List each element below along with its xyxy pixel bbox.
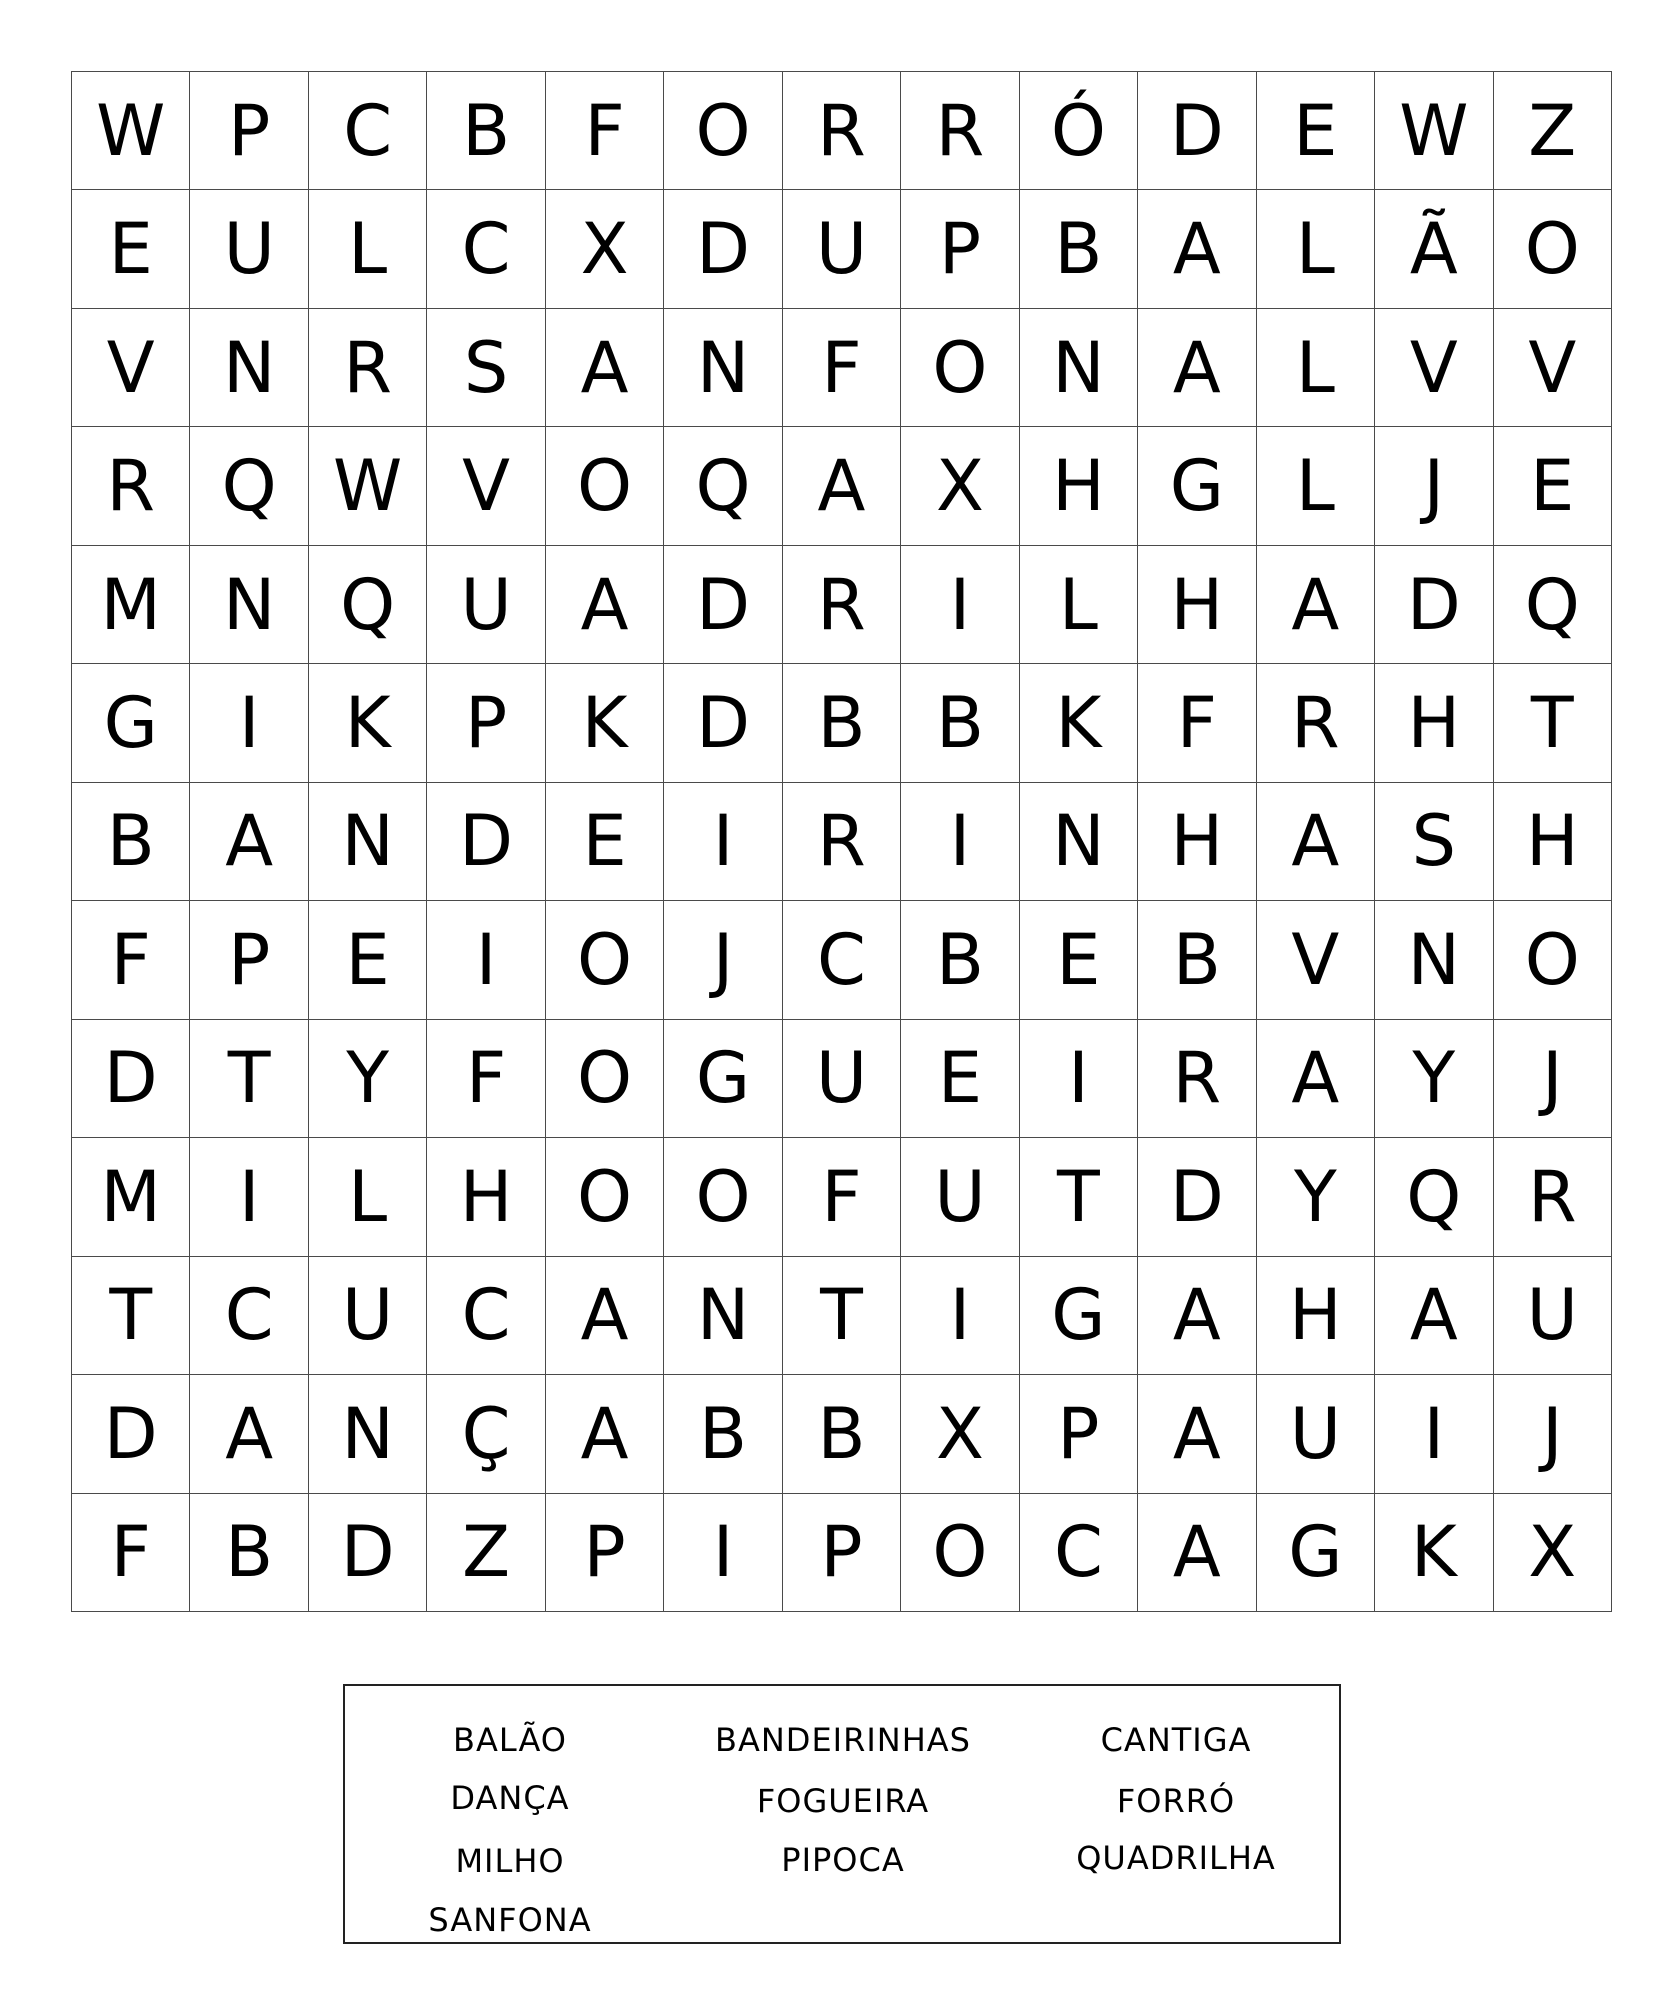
grid-cell[interactable]: V [1257,901,1375,1019]
grid-cell[interactable]: P [190,901,308,1019]
grid-cell[interactable]: R [1138,1020,1256,1138]
grid-cell[interactable]: O [546,1138,664,1256]
grid-cell[interactable]: G [1020,1257,1138,1375]
grid-cell[interactable]: A [1138,1375,1256,1493]
grid-cell[interactable]: C [427,190,545,308]
grid-cell[interactable]: V [72,309,190,427]
grid-cell[interactable]: P [1020,1375,1138,1493]
grid-cell[interactable]: P [546,1494,664,1612]
word-bank-item: MILHO [455,1842,565,1880]
word-bank-item: CANTIGA [1100,1721,1252,1759]
grid-cell[interactable]: L [1257,190,1375,308]
grid-cell[interactable]: W [309,427,427,545]
grid-cell[interactable]: A [546,1375,664,1493]
grid-cell[interactable]: H [1020,427,1138,545]
grid-cell[interactable]: O [546,427,664,545]
grid-cell[interactable]: Y [309,1020,427,1138]
grid-cell[interactable]: T [1020,1138,1138,1256]
grid-cell[interactable]: B [72,783,190,901]
grid-cell[interactable]: U [901,1138,1019,1256]
grid-cell[interactable]: A [1138,309,1256,427]
grid-cell[interactable]: P [190,72,308,190]
grid-cell[interactable]: W [72,72,190,190]
word-bank-item: FOGUEIRA [756,1782,930,1820]
grid-cell[interactable]: R [783,783,901,901]
grid-cell[interactable]: H [1138,783,1256,901]
grid-cell[interactable]: Y [1375,1020,1493,1138]
grid-cell[interactable]: K [309,664,427,782]
grid-cell[interactable]: F [427,1020,545,1138]
grid-cell[interactable]: X [1494,1494,1612,1612]
grid-cell[interactable]: D [664,190,782,308]
grid-cell[interactable]: P [783,1494,901,1612]
grid-cell[interactable]: T [190,1020,308,1138]
grid-cell[interactable]: D [72,1375,190,1493]
grid-cell[interactable]: O [664,72,782,190]
grid-cell[interactable]: T [1494,664,1612,782]
grid-cell[interactable]: E [546,783,664,901]
grid-cell[interactable]: I [190,664,308,782]
grid-cell[interactable]: I [664,1494,782,1612]
grid-cell[interactable]: L [1257,309,1375,427]
grid-cell[interactable]: C [427,1257,545,1375]
grid-cell[interactable]: L [309,1138,427,1256]
grid-cell[interactable]: O [901,309,1019,427]
grid-cell[interactable]: U [783,1020,901,1138]
grid-cell[interactable]: V [1375,309,1493,427]
grid-cell[interactable]: N [190,546,308,664]
grid-cell[interactable]: S [427,309,545,427]
grid-cell[interactable]: X [901,427,1019,545]
grid-cell[interactable]: X [546,190,664,308]
grid-cell[interactable]: B [783,664,901,782]
grid-cell[interactable]: B [190,1494,308,1612]
grid-cell[interactable]: U [1257,1375,1375,1493]
grid-cell[interactable]: D [1138,1138,1256,1256]
grid-cell[interactable]: A [783,427,901,545]
grid-cell[interactable]: N [309,1375,427,1493]
grid-cell[interactable]: K [1020,664,1138,782]
grid-cell[interactable]: Z [1494,72,1612,190]
grid-cell[interactable]: I [190,1138,308,1256]
grid-cell[interactable]: F [783,309,901,427]
grid-cell[interactable]: H [1257,1257,1375,1375]
grid-cell[interactable]: N [309,783,427,901]
grid-cell[interactable]: Y [1257,1138,1375,1256]
grid-cell[interactable]: J [1494,1375,1612,1493]
grid-cell[interactable]: U [190,190,308,308]
grid-cell[interactable]: A [1138,1494,1256,1612]
grid-cell[interactable]: R [901,72,1019,190]
grid-cell[interactable]: H [1494,783,1612,901]
grid-cell[interactable]: G [1138,427,1256,545]
grid-cell[interactable]: D [664,664,782,782]
grid-cell[interactable]: D [72,1020,190,1138]
word-search-grid [71,71,1612,1612]
grid-cell[interactable]: H [1138,546,1256,664]
grid-cell[interactable]: I [427,901,545,1019]
grid-cell[interactable]: I [901,546,1019,664]
grid-cell[interactable]: Q [1375,1138,1493,1256]
grid-cell[interactable]: N [1375,901,1493,1019]
grid-cell[interactable]: B [901,901,1019,1019]
grid-cell[interactable]: U [309,1257,427,1375]
grid-cell[interactable]: A [546,546,664,664]
grid-cell[interactable]: A [546,1257,664,1375]
grid-cell[interactable]: D [309,1494,427,1612]
grid-cell[interactable]: P [427,664,545,782]
grid-cell[interactable]: B [783,1375,901,1493]
grid-cell[interactable]: M [72,1138,190,1256]
grid-cell[interactable]: M [72,546,190,664]
grid-cell[interactable]: A [1138,190,1256,308]
grid-cell[interactable]: A [1257,783,1375,901]
grid-cell[interactable]: R [72,427,190,545]
grid-cell[interactable]: Ã [1375,190,1493,308]
grid-cell[interactable]: F [72,901,190,1019]
grid-cell[interactable]: K [546,664,664,782]
word-bank-item: BALÃO [453,1721,567,1759]
grid-cell[interactable]: Q [1494,546,1612,664]
word-bank-item: DANÇA [450,1779,570,1817]
grid-cell[interactable]: N [1020,309,1138,427]
grid-cell[interactable]: C [783,901,901,1019]
grid-cell[interactable]: F [72,1494,190,1612]
grid-cell[interactable]: O [1494,190,1612,308]
grid-cell[interactable]: A [546,309,664,427]
grid-cell[interactable]: G [1257,1494,1375,1612]
grid-cell[interactable]: W [1375,72,1493,190]
word-bank [343,1684,1341,1944]
grid-cell[interactable]: S [1375,783,1493,901]
grid-cell[interactable]: Z [427,1494,545,1612]
grid-cell[interactable]: A [1375,1257,1493,1375]
grid-cell[interactable]: K [1375,1494,1493,1612]
grid-cell[interactable]: R [783,546,901,664]
grid-cell[interactable]: F [546,72,664,190]
grid-cell[interactable]: R [783,72,901,190]
grid-cell[interactable]: E [1020,901,1138,1019]
grid-cell[interactable]: N [664,1257,782,1375]
grid-cell[interactable]: E [1257,72,1375,190]
grid-cell[interactable]: Ó [1020,72,1138,190]
grid-cell[interactable]: N [664,309,782,427]
grid-cell[interactable]: I [901,1257,1019,1375]
grid-cell[interactable]: I [901,783,1019,901]
grid-cell[interactable]: V [1494,309,1612,427]
grid-cell[interactable]: Q [190,427,308,545]
grid-cell[interactable]: A [1257,546,1375,664]
grid-cell[interactable]: O [901,1494,1019,1612]
grid-cell[interactable]: G [72,664,190,782]
grid-cell[interactable]: R [309,309,427,427]
grid-cell[interactable]: Q [664,427,782,545]
grid-cell[interactable]: G [664,1020,782,1138]
grid-cell[interactable]: B [1020,190,1138,308]
grid-cell[interactable]: F [1138,664,1256,782]
grid-cell[interactable]: J [1494,1020,1612,1138]
grid-cell[interactable]: C [1020,1494,1138,1612]
grid-cell[interactable]: I [1375,1375,1493,1493]
grid-cell[interactable]: N [1020,783,1138,901]
grid-cell[interactable]: D [1375,546,1493,664]
grid-cell[interactable]: O [664,1138,782,1256]
grid-cell[interactable]: U [1494,1257,1612,1375]
grid-cell[interactable]: A [190,1375,308,1493]
grid-cell[interactable]: H [427,1138,545,1256]
grid-cell[interactable]: Ç [427,1375,545,1493]
grid-cell[interactable]: T [783,1257,901,1375]
grid-cell[interactable]: J [1375,427,1493,545]
grid-cell[interactable]: R [1494,1138,1612,1256]
grid-cell[interactable]: E [72,190,190,308]
grid-cell[interactable]: B [664,1375,782,1493]
grid-cell[interactable]: F [783,1138,901,1256]
grid-cell[interactable]: E [901,1020,1019,1138]
grid-cell[interactable]: B [1138,901,1256,1019]
grid-cell[interactable]: X [901,1375,1019,1493]
grid-cell[interactable]: L [1257,427,1375,545]
grid-cell[interactable]: L [1020,546,1138,664]
grid-cell[interactable]: E [309,901,427,1019]
grid-cell[interactable]: L [309,190,427,308]
grid-cell[interactable]: A [1257,1020,1375,1138]
grid-cell[interactable]: A [190,783,308,901]
word-bank-item: SANFONA [428,1901,592,1939]
grid-cell[interactable]: U [427,546,545,664]
grid-cell[interactable]: J [664,901,782,1019]
grid-cell[interactable]: P [901,190,1019,308]
grid-cell[interactable]: U [783,190,901,308]
word-bank-item: BANDEIRINHAS [715,1721,971,1759]
grid-cell[interactable]: B [901,664,1019,782]
grid-cell[interactable]: A [1138,1257,1256,1375]
grid-cell[interactable]: R [1257,664,1375,782]
grid-cell[interactable]: C [190,1257,308,1375]
grid-cell[interactable]: O [546,1020,664,1138]
grid-cell[interactable]: T [72,1257,190,1375]
word-bank-item: FORRÓ [1116,1782,1236,1820]
grid-cell[interactable]: D [427,783,545,901]
grid-cell[interactable]: H [1375,664,1493,782]
grid-cell[interactable]: O [1494,901,1612,1019]
grid-cell[interactable]: I [1020,1020,1138,1138]
grid-cell[interactable]: O [546,901,664,1019]
grid-cell[interactable]: B [427,72,545,190]
grid-cell[interactable]: Q [309,546,427,664]
grid-cell[interactable]: D [1138,72,1256,190]
grid-cell[interactable]: C [309,72,427,190]
grid-cell[interactable]: N [190,309,308,427]
grid-cell[interactable]: E [1494,427,1612,545]
grid-cell[interactable]: D [664,546,782,664]
word-bank-item: QUADRILHA [1076,1839,1276,1877]
word-bank-item: PIPOCA [781,1841,905,1879]
grid-cell[interactable]: V [427,427,545,545]
grid-cell[interactable]: I [664,783,782,901]
